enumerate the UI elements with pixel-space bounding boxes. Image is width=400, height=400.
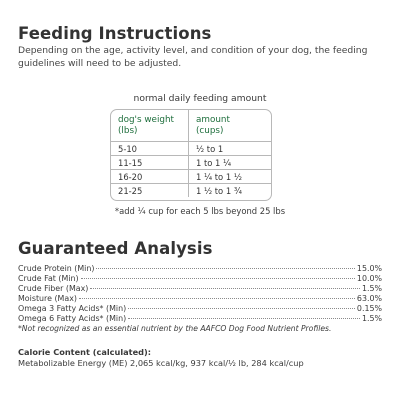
analysis-label: Crude Fat (Min) — [18, 274, 79, 283]
analysis-row — [18, 294, 382, 304]
table-row — [111, 183, 271, 197]
analysis-row — [18, 274, 382, 284]
analysis-label: Omega 3 Fatty Acids* (Min) — [18, 304, 127, 313]
analysis-value: 10.0% — [356, 274, 382, 283]
amount-cell: 1 ¼ to 1 ½ — [196, 171, 242, 182]
table-row — [111, 155, 271, 169]
amount-header-line2: (cups) — [196, 125, 224, 136]
analysis-value: 1.5% — [361, 314, 382, 323]
table-row — [111, 169, 271, 183]
dot-leader — [128, 318, 360, 319]
analysis-row — [18, 264, 382, 274]
analysis-label: Crude Fiber (Max) — [18, 284, 89, 293]
weight-cell: 5-10 — [111, 142, 189, 155]
guaranteed-analysis-title: Guaranteed Analysis — [18, 239, 213, 258]
feeding-intro-text: Depending on the age, activity level, and condition of your dog, the feeding guidelines will need to be adjusted. — [18, 45, 368, 69]
feeding-footnote: *add ¼ cup for each 5 lbs beyond 25 lbs — [114, 206, 286, 216]
analysis-row — [18, 284, 382, 294]
amount-cell: 1 ½ to 1 ¾ — [196, 185, 242, 196]
feeding-table-caption: normal daily feeding amount — [133, 93, 267, 104]
analysis-row — [18, 314, 382, 324]
dot-leader — [81, 278, 355, 279]
feeding-table-header — [111, 110, 271, 141]
amount-cell: 1 to 1 ¼ — [196, 157, 232, 168]
amount-header-line1: amount — [196, 115, 230, 125]
amount-column-header — [189, 110, 271, 141]
dot-leader — [96, 268, 354, 269]
analysis-label: Omega 6 Fatty Acids* (Min) — [18, 314, 127, 323]
analysis-row — [18, 304, 382, 314]
feeding-instructions-title: Feeding Instructions — [18, 24, 212, 43]
dot-leader — [79, 298, 355, 299]
dot-leader — [128, 308, 355, 309]
weight-cell: 21-25 — [111, 184, 189, 197]
analysis-label: Crude Protein (Min) — [18, 264, 95, 273]
weight-header-line1: dog's weight — [118, 115, 175, 125]
weight-column-header — [111, 110, 189, 141]
dot-leader — [90, 288, 360, 289]
analysis-value: 15.0% — [356, 264, 382, 273]
calorie-content-text: Metabolizable Energy (ME) 2,065 kcal/kg, 937 kcal/½ lb, 284 kcal/cup — [18, 358, 304, 368]
calorie-content-title: Calorie Content (calculated): — [18, 347, 152, 357]
analysis-value: 1.5% — [361, 284, 382, 293]
analysis-label: Moisture (Max) — [18, 294, 77, 303]
analysis-value: 0.15% — [356, 304, 382, 313]
amount-cell: ½ to 1 — [196, 143, 224, 154]
analysis-footnote: *Not recognized as an essential nutrient by the AAFCO Dog Food Nutrient Profiles. — [18, 324, 332, 333]
feeding-table — [110, 109, 272, 201]
weight-header-line2: (lbs) — [118, 125, 138, 136]
weight-cell: 16-20 — [111, 170, 189, 183]
table-row — [111, 141, 271, 155]
weight-cell: 11-15 — [111, 156, 189, 169]
analysis-value: 63.0% — [356, 294, 382, 303]
